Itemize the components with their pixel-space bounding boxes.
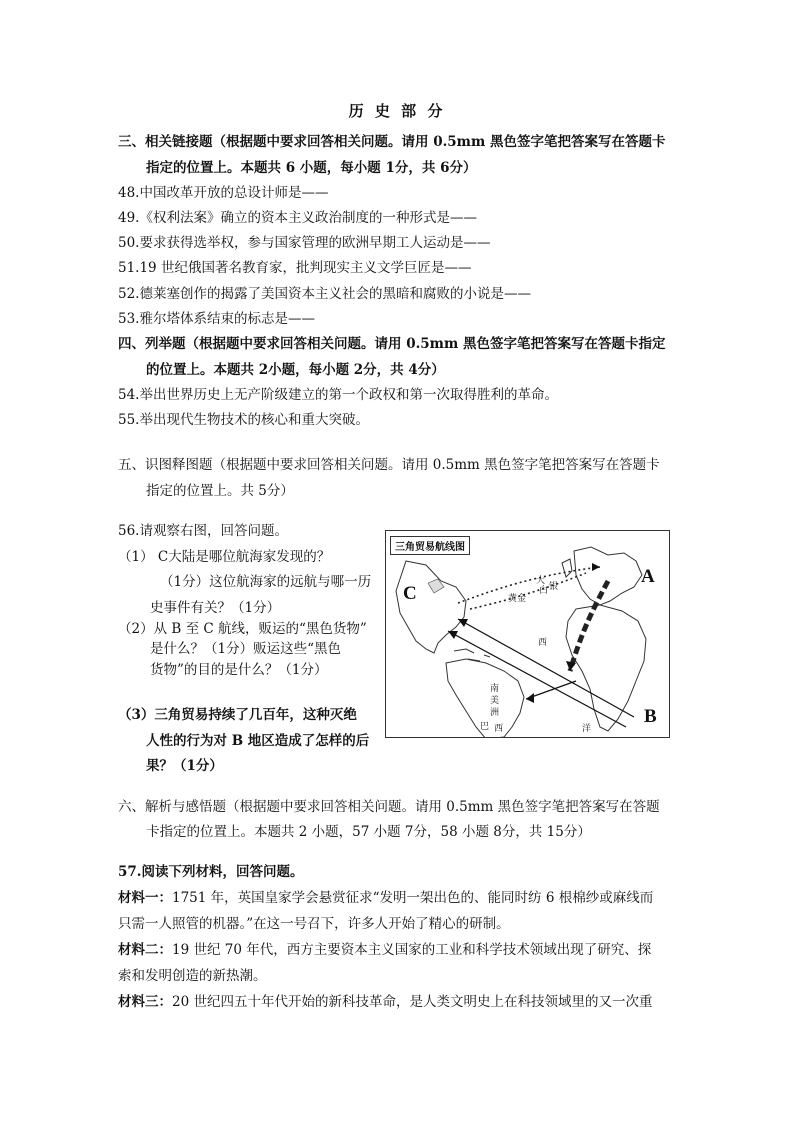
map-label-b: B — [644, 706, 657, 727]
q56-part1-line1: （1） C大陆是哪位航海家发现的？ — [118, 549, 331, 565]
material-2-label: 材料二： — [118, 942, 172, 958]
section4-heading-cont: 的位置上。本题共 2小题，每小题 2分，共 4分） — [146, 362, 445, 378]
q56-part3-line1: （3）三角贸易持续了几百年，这种灭绝 — [118, 707, 357, 723]
arrowhead-4 — [592, 563, 600, 571]
question-53: 53.雅尔塔体系结束的标志是—— — [118, 311, 315, 327]
q56-part3-line2: 人性的行为对 B 地区造成了怎样的后 — [146, 733, 370, 749]
q56-part2-line1: （2）从 B 至 C 航线，贩运的“黑色货物” — [118, 621, 367, 637]
map-label-ba: 巴 — [480, 722, 490, 732]
map-label-nan: 南 — [490, 684, 500, 694]
north-america-outline — [396, 561, 466, 653]
material-2-text: 19 世纪 70 年代，西方主要资本主义国家的工业和科学技术领域出现了研究、探 — [172, 942, 652, 958]
map-label-da: 大 — [536, 576, 546, 586]
map-label-a: A — [641, 566, 655, 587]
section6-heading-cont: 卡指定的位置上。本题共 2 小题，57 小题 7分，58 小题 8分，共 15分） — [146, 824, 591, 840]
map-label-xi2: 西 — [494, 724, 504, 734]
route-africa-to-caribbean — [448, 631, 626, 727]
question-57: 57.阅读下列材料，回答问题。 — [118, 864, 304, 880]
map-label-xi: 西 — [538, 638, 548, 648]
section5-heading-cont: 指定的位置上。共 5分） — [146, 483, 294, 499]
route-americas-to-europe — [458, 567, 600, 603]
section5-heading: 五、识图释图题（根据题中要求回答相关问题。请用 0.5mm 黑色签字笔把答案写在答题卡 — [118, 457, 660, 473]
q56-part2-line3: 货物”的目的是什么？（1分） — [150, 662, 328, 678]
map-drawing — [386, 531, 670, 738]
route-africa-to-americas — [458, 619, 634, 717]
material-3-label: 材料三： — [118, 994, 172, 1010]
map-label-zhou: 洲 — [490, 708, 500, 718]
section4-heading: 四、列举题（根据题中要求回答相关问题。请用 0.5mm 黑色签字笔把答案写在答题卡指定 — [118, 336, 666, 352]
question-48: 48.中国改革开放的总设计师是—— — [118, 185, 329, 201]
question-52: 52.德莱塞创作的揭露了美国资本主义社会的黑暗和腐败的小说是—— — [118, 286, 531, 302]
question-50: 50.要求获得选举权，参与国家管理的欧洲早期工人运动是—— — [118, 235, 491, 251]
africa-outline — [566, 605, 646, 731]
question-51: 51.19 世纪俄国著名教育家，批判现实主义文学巨匠是—— — [118, 260, 472, 276]
section3-heading: 三、相关链接题（根据题中要求回答相关问题。请用 0.5mm 黑色签字笔把答案写在答题卡 — [118, 134, 666, 150]
triangle-trade-map — [385, 530, 670, 738]
q56-part1-line2: （1分）这位航海家的远航与哪一历 — [160, 574, 372, 590]
british-isles — [562, 559, 572, 577]
material-3-line1 — [118, 992, 652, 1012]
question-54: 54.举出世界历史上无产阶级建立的第一个政权和第一次取得胜利的革命。 — [118, 387, 558, 403]
material-1-line1 — [118, 888, 653, 908]
material-2-line2: 索和发明创造的新热潮。 — [118, 968, 267, 984]
map-label-bai: 白 — [539, 586, 549, 596]
material-1-label: 材料一： — [118, 890, 172, 906]
map-label-huangjin: 黄金 — [508, 594, 527, 604]
question-49: 49.《权利法案》确立的资本主义政治制度的一种形式是—— — [118, 210, 477, 226]
route-caribbean-to-europe — [470, 573, 586, 609]
page-title: 历 史 部 分 — [348, 102, 446, 120]
europe-outline — [574, 547, 642, 605]
q56-part3-line3: 果？（1分） — [146, 758, 223, 774]
map-label-c: C — [403, 583, 417, 604]
q56-part2-line2: 是什么？（1分）贩运这些“黑色 — [150, 641, 341, 657]
map-label-yin: 银 — [549, 582, 559, 592]
route-europe-to-africa — [570, 581, 608, 671]
question-56-intro: 56.请观察右图，回答问题。 — [118, 523, 288, 539]
q56-part1-line3: 史事件有关？（1分） — [150, 600, 281, 616]
map-title: 三角贸易航线图 — [390, 536, 470, 555]
material-1-text: 1751 年，英国皇家学会悬赏征求“发明一架出色的、能同时纺 6 根棉纱或麻线而 — [172, 890, 654, 906]
section3-heading-cont: 指定的位置上。本题共 6 小题，每小题 1分，共 6分） — [146, 160, 477, 176]
material-2-line1 — [118, 940, 651, 960]
map-label-yang: 洋 — [582, 724, 592, 734]
section6-heading: 六、解析与感悟题（根据题中要求回答相关问题。请用 0.5mm 黑色签字笔把答案写在答题 — [118, 799, 660, 815]
material-1-line2: 只需一人照管的机器。”在这一号召下，许多人开始了精心的研制。 — [118, 916, 510, 932]
map-label-mei: 美 — [490, 696, 500, 706]
question-55: 55.举出现代生物技术的核心和重大突破。 — [118, 412, 369, 428]
material-3-text: 20 世纪四五十年代开始的新科技革命，是人类文明史上在科技领域里的又一次重 — [172, 994, 653, 1010]
